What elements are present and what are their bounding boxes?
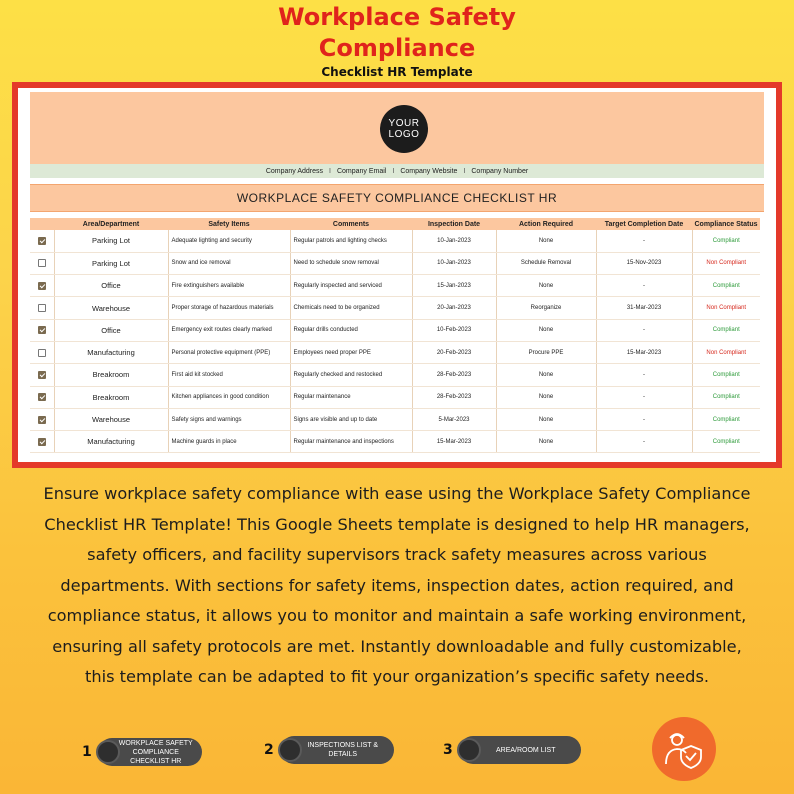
cell-area[interactable]: Warehouse	[54, 297, 168, 319]
cell-target-date[interactable]: -	[596, 275, 692, 297]
cell-safety-item[interactable]: Machine guards in place	[168, 431, 290, 453]
step-dot-icon	[457, 738, 481, 762]
contact-separator: I	[329, 167, 331, 175]
cell-target-date[interactable]: -	[596, 431, 692, 453]
cell-area[interactable]: Manufacturing	[54, 341, 168, 363]
checklist-table	[30, 218, 760, 453]
table-row	[30, 297, 760, 319]
cell-target-date[interactable]: 31-Mar-2023	[596, 297, 692, 319]
cell-area[interactable]: Parking Lot	[54, 252, 168, 274]
contact-bar	[30, 164, 764, 178]
row-checkbox[interactable]	[38, 237, 46, 245]
table-row	[30, 341, 760, 363]
cell-safety-item[interactable]: Fire extinguishers available	[168, 275, 290, 297]
checkbox-cell	[30, 275, 54, 297]
cell-safety-item[interactable]: Emergency exit routes clearly marked	[168, 319, 290, 341]
step-3[interactable]	[443, 736, 581, 764]
step-3-number: 3	[443, 742, 453, 758]
table-row	[30, 386, 760, 408]
row-checkbox[interactable]	[38, 304, 46, 312]
cell-target-date[interactable]: -	[596, 386, 692, 408]
row-checkbox[interactable]	[38, 438, 46, 446]
cell-action-required[interactable]: None	[496, 431, 596, 453]
cell-target-date[interactable]: -	[596, 319, 692, 341]
logo-line2: LOGO	[388, 129, 420, 140]
header-band	[30, 92, 764, 164]
cell-area[interactable]: Warehouse	[54, 408, 168, 430]
cell-comment[interactable]: Regular maintenance	[290, 386, 412, 408]
checkbox-cell	[30, 230, 54, 252]
checkbox-cell	[30, 431, 54, 453]
cell-target-date[interactable]: -	[596, 408, 692, 430]
cell-area[interactable]: Office	[54, 319, 168, 341]
col-header-action-required: Action Required	[496, 218, 596, 230]
col-header-target-date: Target Completion Date	[596, 218, 692, 230]
cell-compliance-status[interactable]: Non Compliant	[692, 341, 760, 363]
checkbox-cell	[30, 341, 54, 363]
cell-action-required[interactable]: Procure PPE	[496, 341, 596, 363]
page-title-line1: Workplace Safety	[278, 3, 516, 31]
checkbox-cell	[30, 408, 54, 430]
step-3-pill[interactable]	[459, 736, 581, 764]
cell-comment[interactable]: Need to schedule snow removal	[290, 252, 412, 274]
cell-target-date[interactable]: -	[596, 364, 692, 386]
cell-action-required[interactable]: None	[496, 408, 596, 430]
cell-target-date[interactable]: -	[596, 230, 692, 252]
contact-separator: I	[392, 167, 395, 175]
table-row	[30, 275, 760, 297]
step-dot-icon	[278, 738, 302, 762]
col-header-safety-items: Safety Items	[168, 218, 290, 230]
checklist-title: WORKPLACE SAFETY COMPLIANCE CHECKLIST HR	[30, 184, 764, 212]
cell-compliance-status[interactable]: Compliant	[692, 408, 760, 430]
row-checkbox[interactable]	[38, 393, 46, 401]
cell-inspection-date[interactable]: 15-Mar-2023	[412, 431, 496, 453]
contact-address: Company Address	[265, 167, 324, 175]
step-1-label: WORKPLACE SAFETY COMPLIANCE CHECKLIST HR	[118, 739, 193, 765]
spreadsheet-preview-frame	[12, 82, 782, 468]
title-block	[0, 2, 794, 79]
cell-compliance-status[interactable]: Non Compliant	[692, 252, 760, 274]
row-checkbox[interactable]	[38, 282, 46, 290]
cell-area[interactable]: Breakroom	[54, 386, 168, 408]
cell-safety-item[interactable]: Personal protective equipment (PPE)	[168, 341, 290, 363]
cell-inspection-date[interactable]: 5-Mar-2023	[412, 408, 496, 430]
cell-comment[interactable]: Signs are visible and up to date	[290, 408, 412, 430]
cell-safety-item[interactable]: Adequate lighting and security	[168, 230, 290, 252]
col-header-checkbox	[30, 218, 54, 230]
col-header-comments: Comments	[290, 218, 412, 230]
table-row	[30, 230, 760, 252]
cell-comment[interactable]: Regularly checked and restocked	[290, 364, 412, 386]
table-row	[30, 431, 760, 453]
safety-worker-shield-icon	[652, 717, 716, 781]
step-dot-icon	[96, 740, 120, 764]
row-checkbox[interactable]	[38, 326, 46, 334]
step-1-number: 1	[82, 744, 92, 760]
cell-compliance-status[interactable]: Compliant	[692, 431, 760, 453]
cell-target-date[interactable]: 15-Nov-2023	[596, 252, 692, 274]
cell-comment[interactable]: Regular drills conducted	[290, 319, 412, 341]
table-row	[30, 408, 760, 430]
cell-safety-item[interactable]: Snow and ice removal	[168, 252, 290, 274]
page-subtitle: Checklist HR Template	[321, 65, 473, 79]
cell-area[interactable]: Office	[54, 275, 168, 297]
row-checkbox[interactable]	[38, 416, 46, 424]
cell-area[interactable]: Breakroom	[54, 364, 168, 386]
cell-safety-item[interactable]: First aid kit stocked	[168, 364, 290, 386]
cell-compliance-status[interactable]: Compliant	[692, 319, 760, 341]
table-row	[30, 319, 760, 341]
col-header-inspection-date: Inspection Date	[412, 218, 496, 230]
cell-action-required[interactable]: Schedule Removal	[496, 252, 596, 274]
checkbox-cell	[30, 297, 54, 319]
step-2-pill[interactable]	[280, 736, 394, 764]
row-checkbox[interactable]	[38, 259, 46, 267]
table-row	[30, 252, 760, 274]
step-2-label: INSPECTIONS LIST & DETAILS	[307, 742, 379, 758]
row-checkbox[interactable]	[38, 371, 46, 379]
cell-action-required[interactable]: None	[496, 275, 596, 297]
cell-action-required[interactable]: None	[496, 386, 596, 408]
cell-target-date[interactable]: 15-Mar-2023	[596, 341, 692, 363]
checkbox-cell	[30, 319, 54, 341]
col-header-status: Compliance Status	[692, 218, 760, 230]
step-2[interactable]	[264, 736, 394, 764]
product-description: Ensure workplace safety compliance with ease using the Workplace Safety Compliance Checklist HR Template! This Google Sheets template is designed to help HR managers, safety officers, and facility supervisors track safety measures across various departments. With sections for safety items, inspection dates, action required, and compliance status, it allows you to monitor and maintain a safe working environment, ensuring all safety protocols are met. Instantly downloadable and fully customizable, this template can be adapted to fit your organization’s specific safety needs.	[43, 484, 751, 686]
cell-compliance-status[interactable]: Non Compliant	[692, 297, 760, 319]
cell-safety-item[interactable]: Proper storage of hazardous materials	[168, 297, 290, 319]
cell-inspection-date[interactable]: 28-Feb-2023	[412, 364, 496, 386]
col-header-area: Area/Department	[54, 218, 168, 230]
cell-compliance-status[interactable]: Compliant	[692, 386, 760, 408]
cell-safety-item[interactable]: Safety signs and warnings	[168, 408, 290, 430]
cell-inspection-date[interactable]: 10-Jan-2023	[412, 230, 496, 252]
company-logo	[380, 105, 428, 153]
cell-compliance-status[interactable]: Compliant	[692, 364, 760, 386]
checkbox-cell	[30, 364, 54, 386]
logo-line1: YOUR	[388, 118, 420, 129]
cell-inspection-date[interactable]: 10-Feb-2023	[412, 319, 496, 341]
cell-inspection-date[interactable]: 20-Jan-2023	[412, 297, 496, 319]
cell-compliance-status[interactable]: Compliant	[692, 275, 760, 297]
table-header-row	[30, 218, 760, 230]
cell-inspection-date[interactable]: 28-Feb-2023	[412, 386, 496, 408]
cell-inspection-date[interactable]: 10-Jan-2023	[412, 252, 496, 274]
cell-area[interactable]: Manufacturing	[54, 431, 168, 453]
cell-comment[interactable]: Regular maintenance and inspections	[290, 431, 412, 453]
cell-comment[interactable]: Regular patrols and lighting checks	[290, 230, 412, 252]
cell-comment[interactable]: Chemicals need to be organized	[290, 297, 412, 319]
cell-comment[interactable]: Regularly inspected and serviced	[290, 275, 412, 297]
cell-compliance-status[interactable]: Compliant	[692, 230, 760, 252]
contact-email: Company Email	[336, 167, 387, 175]
cell-comment[interactable]: Employees need proper PPE	[290, 341, 412, 363]
cell-area[interactable]: Parking Lot	[54, 230, 168, 252]
row-checkbox[interactable]	[38, 349, 46, 357]
step-1[interactable]	[82, 738, 202, 766]
contact-number: Company Number	[471, 167, 529, 175]
cell-inspection-date[interactable]: 15-Jan-2023	[412, 275, 496, 297]
step-1-pill[interactable]	[98, 738, 202, 766]
checkbox-cell	[30, 252, 54, 274]
contact-separator: I	[463, 167, 466, 175]
cell-safety-item[interactable]: Kitchen appliances in good condition	[168, 386, 290, 408]
cell-action-required[interactable]: None	[496, 319, 596, 341]
contact-website: Company Website	[400, 167, 458, 175]
step-3-label: AREA/ROOM LIST	[495, 746, 556, 754]
table-row	[30, 364, 760, 386]
checkbox-cell	[30, 386, 54, 408]
cell-action-required[interactable]: Reorganize	[496, 297, 596, 319]
spreadsheet-sheet	[18, 88, 776, 462]
cell-action-required[interactable]: None	[496, 230, 596, 252]
step-2-number: 2	[264, 742, 274, 758]
cell-inspection-date[interactable]: 20-Feb-2023	[412, 341, 496, 363]
page-title-line2: Compliance	[318, 34, 476, 62]
cell-action-required[interactable]: None	[496, 364, 596, 386]
